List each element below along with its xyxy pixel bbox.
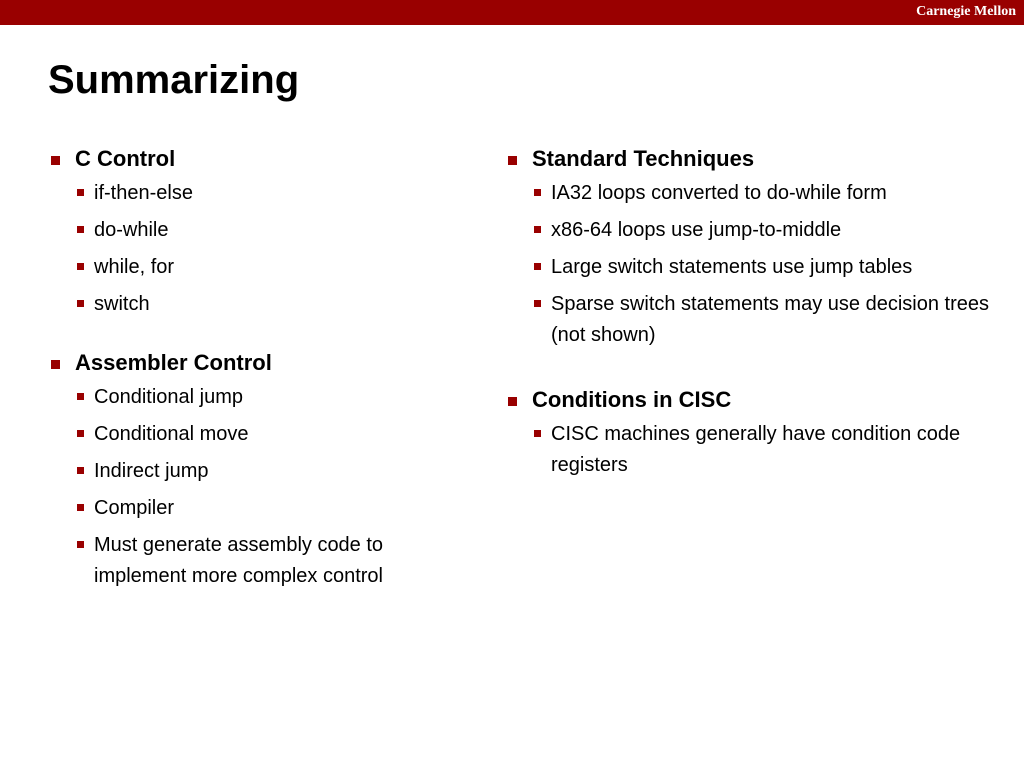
- list-item: Large switch statements use jump tables: [507, 252, 1007, 283]
- list-item: Conditional move: [50, 419, 470, 450]
- section-heading: [50, 144, 470, 174]
- square-bullet-icon: [77, 263, 84, 270]
- section-c-control: [50, 144, 470, 320]
- square-bullet-icon: [77, 504, 84, 511]
- square-bullet-icon: [534, 300, 541, 307]
- section-heading-text: Standard Techniques: [532, 146, 755, 171]
- square-bullet-icon: [77, 226, 84, 233]
- list-item: Sparse switch statements may use decision trees (not shown): [507, 289, 1007, 351]
- list-item: Must generate assembly code to implement more complex control: [50, 530, 470, 592]
- section-heading: [507, 144, 1007, 174]
- page-title: Summarizing: [48, 58, 300, 102]
- square-bullet-icon: [534, 226, 541, 233]
- square-bullet-icon: [77, 189, 84, 196]
- list-item: do-while: [50, 215, 470, 246]
- bullet-list: [50, 382, 470, 592]
- square-bullet-icon: [508, 397, 517, 406]
- square-bullet-icon: [77, 430, 84, 437]
- square-bullet-icon: [534, 189, 541, 196]
- bullet-list: [507, 178, 1007, 351]
- section-heading: [50, 348, 470, 378]
- list-item: Indirect jump: [50, 456, 470, 487]
- square-bullet-icon: [77, 541, 84, 548]
- square-bullet-icon: [534, 263, 541, 270]
- header-bar: [0, 0, 1024, 25]
- list-item: Compiler: [50, 493, 470, 524]
- list-item: if-then-else: [50, 178, 470, 209]
- bullet-list: [50, 178, 470, 320]
- square-bullet-icon: [51, 156, 60, 165]
- square-bullet-icon: [77, 467, 84, 474]
- list-item: Conditional jump: [50, 382, 470, 413]
- square-bullet-icon: [534, 430, 541, 437]
- section-heading: [507, 385, 1007, 415]
- square-bullet-icon: [51, 360, 60, 369]
- list-item: IA32 loops converted to do-while form: [507, 178, 1007, 209]
- square-bullet-icon: [77, 300, 84, 307]
- section-conditions-in-cisc: [507, 385, 1007, 481]
- section-heading-text: C Control: [75, 146, 176, 171]
- section-heading-text: Assembler Control: [75, 350, 272, 375]
- section-heading-text: Conditions in CISC: [532, 387, 732, 412]
- right-column: [507, 144, 1007, 487]
- square-bullet-icon: [508, 156, 517, 165]
- list-item: while, for: [50, 252, 470, 283]
- square-bullet-icon: [77, 393, 84, 400]
- section-standard-techniques: [507, 144, 1007, 351]
- section-assembler-control: [50, 348, 470, 592]
- left-column: [50, 144, 470, 598]
- bullet-list: [507, 419, 1007, 481]
- list-item: CISC machines generally have condition code registers: [507, 419, 1007, 481]
- brand-label: Carnegie Mellon: [916, 4, 1016, 19]
- list-item: switch: [50, 289, 470, 320]
- list-item: x86-64 loops use jump-to-middle: [507, 215, 1007, 246]
